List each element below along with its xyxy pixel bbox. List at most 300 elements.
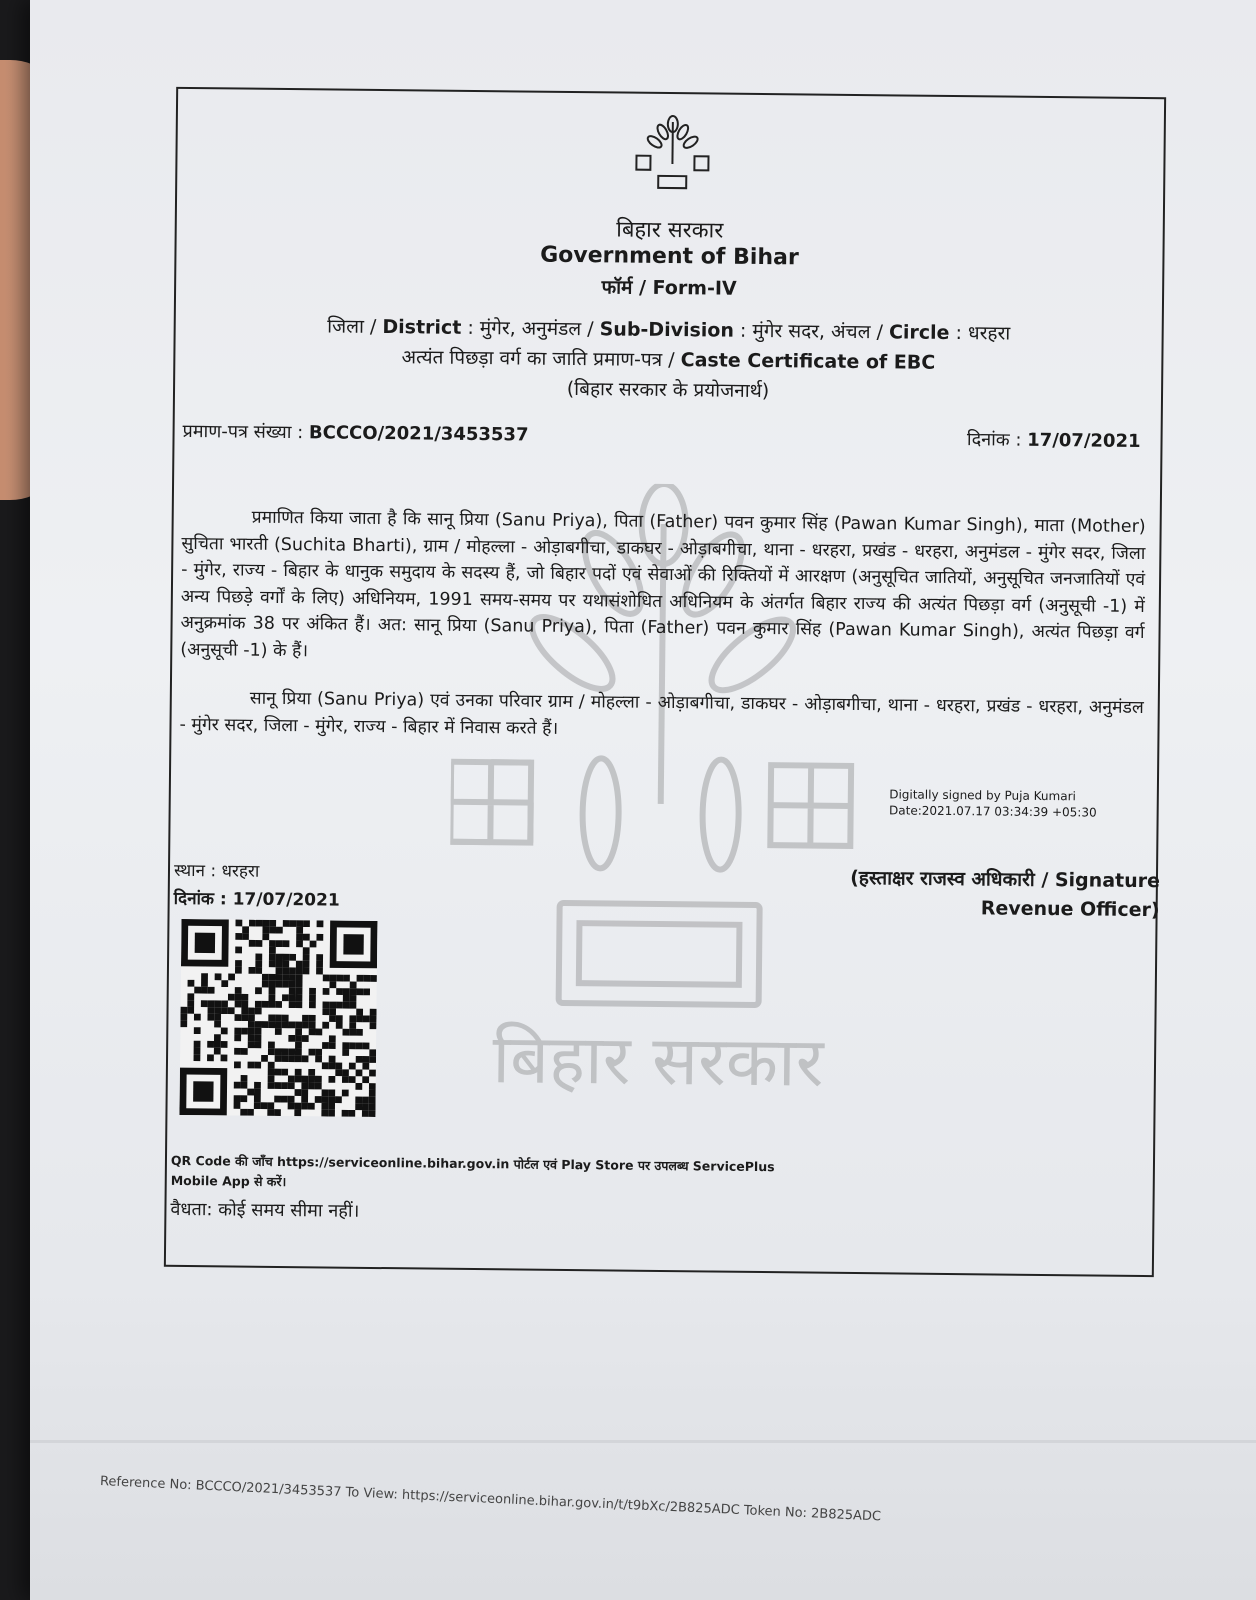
qr-module	[255, 1008, 262, 1015]
qr-module	[255, 1035, 262, 1042]
qr-module	[328, 1096, 335, 1103]
qr-module	[255, 954, 262, 961]
qr-module	[329, 981, 336, 988]
qr-module	[249, 967, 256, 974]
qr-module	[214, 1014, 221, 1021]
qr-module	[322, 1096, 329, 1103]
qr-module	[234, 1061, 241, 1068]
qr-module	[302, 1015, 309, 1022]
qr-module	[302, 1035, 309, 1042]
qr-module	[235, 920, 242, 927]
qr-module	[221, 1055, 228, 1062]
qr-module	[221, 1041, 228, 1048]
qr-module	[308, 1069, 315, 1076]
qr-module	[296, 988, 303, 995]
qr-module	[350, 988, 357, 995]
qr-module	[288, 1055, 295, 1062]
qr-module	[303, 934, 310, 941]
qr-module	[228, 974, 235, 981]
qr-module	[301, 1076, 308, 1083]
qr-module	[268, 1042, 275, 1049]
qr-module	[342, 1029, 349, 1036]
qr-module	[369, 1056, 376, 1063]
govt-title-english: Government of Bihar	[540, 242, 799, 271]
qr-module	[214, 1048, 221, 1055]
qr-module	[342, 1090, 349, 1097]
qr-module	[342, 1042, 349, 1049]
qr-module	[309, 1022, 316, 1029]
qr-module	[315, 1049, 322, 1056]
qr-module	[247, 1109, 254, 1116]
qr-module	[234, 1102, 241, 1109]
qr-module	[274, 1082, 281, 1089]
qr-module	[201, 987, 208, 994]
qr-module	[235, 960, 242, 967]
qr-module	[295, 1069, 302, 1076]
qr-module	[336, 1015, 343, 1022]
qr-module	[235, 933, 242, 940]
qr-module	[283, 940, 290, 947]
validity-note: वैधता: कोई समय सीमा नहीं।	[170, 1198, 360, 1222]
qr-module	[295, 1001, 302, 1008]
qr-module	[295, 1089, 302, 1096]
qr-module	[255, 960, 262, 967]
qr-module	[322, 1002, 329, 1009]
qr-module	[214, 1007, 221, 1014]
qr-module	[295, 1022, 302, 1029]
qr-module	[342, 1069, 349, 1076]
qr-module	[248, 1021, 255, 1028]
certificate-number: प्रमाण-पत्र संख्या : BCCCO/2021/3453537	[182, 420, 529, 446]
qr-module	[207, 1041, 214, 1048]
district-line: जिला / District : मुंगेर, अनुमंडल / Sub-Division : मुंगेर सदर, अंचल / Circle : धरहरा	[327, 315, 1011, 345]
qr-module	[241, 1075, 248, 1082]
qr-module	[342, 1110, 349, 1117]
qr-module	[363, 1043, 370, 1050]
qr-module	[228, 994, 235, 1001]
qr-module	[221, 980, 228, 987]
qr-module	[268, 1062, 275, 1069]
qr-module	[269, 940, 276, 947]
qr-module	[322, 1008, 329, 1015]
qr-module	[274, 1069, 281, 1076]
qr-module	[316, 961, 323, 968]
qr-module	[268, 1075, 275, 1082]
qr-module	[282, 954, 289, 961]
qr-module	[336, 975, 343, 982]
qr-module	[194, 1014, 201, 1021]
qr-module	[335, 1096, 342, 1103]
qr-module	[343, 995, 350, 1002]
qr-module	[329, 1002, 336, 1009]
qr-module	[315, 1056, 322, 1063]
qr-module	[288, 1035, 295, 1042]
qr-module	[363, 1015, 370, 1022]
qr-module	[281, 1082, 288, 1089]
qr-module	[254, 1082, 261, 1089]
qr-module	[235, 947, 242, 954]
qr-module	[369, 1097, 376, 1104]
qr-module	[362, 1110, 369, 1117]
qr-module	[369, 1070, 376, 1077]
qr-module	[308, 1082, 315, 1089]
qr-module	[356, 1069, 363, 1076]
qr-module	[282, 981, 289, 988]
qr-module	[282, 1015, 289, 1022]
qr-module	[249, 940, 256, 947]
qr-module	[343, 1002, 350, 1009]
qr-module	[362, 1097, 369, 1104]
qr-module	[240, 1095, 247, 1102]
qr-module	[350, 995, 357, 1002]
qr-module	[342, 1076, 349, 1083]
qr-module	[316, 968, 323, 975]
qr-module	[180, 1020, 187, 1027]
qr-module	[369, 1083, 376, 1090]
qr-module	[262, 927, 269, 934]
qr-module	[241, 1048, 248, 1055]
qr-module	[234, 1095, 241, 1102]
qr-module	[329, 1056, 336, 1063]
qr-module	[295, 1035, 302, 1042]
qr-module	[269, 927, 276, 934]
qr-module	[349, 1076, 356, 1083]
qr-module	[248, 1014, 255, 1021]
qr-module	[363, 975, 370, 982]
qr-module	[328, 1076, 335, 1083]
qr-module	[248, 1008, 255, 1015]
qr-module	[290, 920, 297, 927]
qr-module	[315, 1076, 322, 1083]
qr-module	[308, 1049, 315, 1056]
qr-module	[348, 1110, 355, 1117]
qr-module	[315, 1096, 322, 1103]
qr-module	[323, 988, 330, 995]
qr-module	[249, 920, 256, 927]
qr-module	[295, 1055, 302, 1062]
qr-module	[194, 1027, 201, 1034]
qr-module	[369, 1049, 376, 1056]
qr-module	[296, 940, 303, 947]
qr-module	[362, 1076, 369, 1083]
qr-module	[208, 1007, 215, 1014]
residence-paragraph: सानू प्रिया (Sanu Priya) एवं उनका परिवार ग्राम / मोहल्ला - ओड़ाबगीचा, डाकघर - ओड़ाबगीचा, थाना - धरहरा, प्रखंड - धरहरा, अनुमंडल - मुंगेर सदर, जिला - मुंगेर, राज्य - बिहार में निवास करते हैं।	[179, 688, 1144, 739]
qr-module	[269, 987, 276, 994]
qr-module	[234, 1028, 241, 1035]
qr-module	[362, 1063, 369, 1070]
qr-module	[269, 947, 276, 954]
qr-module	[335, 1063, 342, 1070]
qr-module	[315, 1083, 322, 1090]
qr-module	[201, 1000, 208, 1007]
qr-module	[342, 1049, 349, 1056]
qr-module	[254, 1102, 261, 1109]
qr-module	[275, 1001, 282, 1008]
qr-module	[343, 988, 350, 995]
qr-module	[267, 1109, 274, 1116]
qr-module	[288, 1076, 295, 1083]
qr-module	[301, 1089, 308, 1096]
qr-module	[355, 1103, 362, 1110]
qr-module	[234, 1048, 241, 1055]
qr-module	[356, 1056, 363, 1063]
qr-module	[296, 961, 303, 968]
qr-module	[296, 920, 303, 927]
qr-module	[350, 982, 357, 989]
qr-module	[328, 1110, 335, 1117]
qr-module	[322, 1062, 329, 1069]
qr-module	[268, 1048, 275, 1055]
qr-module	[188, 980, 195, 987]
qr-module	[322, 1042, 329, 1049]
qr-module	[288, 1103, 295, 1110]
qr-module	[248, 1041, 255, 1048]
qr-module	[335, 1069, 342, 1076]
qr-module	[289, 967, 296, 974]
qr-module	[234, 1034, 241, 1041]
qr-module	[317, 920, 324, 927]
qr-module	[294, 1109, 301, 1116]
qr-module	[269, 981, 276, 988]
qr-module	[268, 1014, 275, 1021]
qr-module	[255, 1028, 262, 1035]
qr-module	[310, 941, 317, 948]
qr-module	[296, 994, 303, 1001]
qr-module	[288, 1096, 295, 1103]
qr-module	[322, 1022, 329, 1029]
qr-module	[215, 973, 222, 980]
qr-module	[207, 1014, 214, 1021]
qr-module	[315, 1028, 322, 1035]
qr-module	[262, 981, 269, 988]
paper-sheet	[30, 0, 1256, 1600]
qr-module	[275, 1048, 282, 1055]
qr-module	[254, 1089, 261, 1096]
qr-module	[214, 1034, 221, 1041]
qr-code-icon[interactable]	[179, 919, 377, 1117]
qr-module	[240, 1109, 247, 1116]
qr-module	[289, 981, 296, 988]
qr-module	[275, 1015, 282, 1022]
qr-module	[282, 961, 289, 968]
qr-module	[303, 947, 310, 954]
qr-module	[281, 1048, 288, 1055]
qr-module	[363, 988, 370, 995]
certificate-purpose: (बिहार सरकार के प्रयोजनार्थ)	[566, 377, 770, 403]
qr-module	[309, 1028, 316, 1035]
qr-module	[362, 1056, 369, 1063]
qr-module	[181, 1007, 188, 1014]
qr-module	[308, 1103, 315, 1110]
qr-module	[187, 1000, 194, 1007]
qr-module	[269, 920, 276, 927]
qr-module	[201, 973, 208, 980]
qr-module	[296, 981, 303, 988]
qr-module	[255, 1021, 262, 1028]
qr-module	[255, 987, 262, 994]
qr-module	[241, 1082, 248, 1089]
reference-footer: Reference No: BCCCO/2021/3453537 To View: https://serviceonline.bihar.gov.in/t/t9bXc/2B825ADC Token No: 2B825ADC	[99, 1474, 882, 1525]
qr-module	[214, 1041, 221, 1048]
qr-module	[289, 954, 296, 961]
qr-module	[303, 920, 310, 927]
qr-module	[194, 1041, 201, 1048]
qr-module	[295, 1042, 302, 1049]
certificate-frame	[164, 87, 1166, 1277]
qr-module	[329, 1008, 336, 1015]
qr-module	[180, 1014, 187, 1021]
qr-module	[370, 1022, 377, 1029]
place-date-block	[174, 857, 341, 915]
qr-module	[301, 1082, 308, 1089]
qr-module	[330, 975, 337, 982]
qr-module	[263, 920, 270, 927]
qr-module	[309, 988, 316, 995]
qr-module	[254, 1095, 261, 1102]
qr-module	[241, 1028, 248, 1035]
qr-module	[187, 993, 194, 1000]
qr-module	[276, 927, 283, 934]
qr-module	[269, 974, 276, 981]
digital-signature-info: Digitally signed by Puja Kumari Date:2021.07.17 03:34:39 +05:30	[889, 787, 1097, 820]
qr-module	[282, 1021, 289, 1028]
qr-module	[349, 1063, 356, 1070]
qr-module	[276, 960, 283, 967]
qr-module	[322, 1089, 329, 1096]
qr-module	[328, 1103, 335, 1110]
qr-module	[221, 1028, 228, 1035]
qr-module	[288, 1021, 295, 1028]
qr-module	[262, 933, 269, 940]
qr-module	[228, 1007, 235, 1014]
qr-module	[355, 1083, 362, 1090]
qr-module	[201, 980, 208, 987]
qr-module	[221, 1000, 228, 1007]
qr-module	[275, 1028, 282, 1035]
qr-module	[248, 1062, 255, 1069]
place: स्थान : धरहरा	[173, 860, 260, 882]
qr-module	[241, 1001, 248, 1008]
qr-module	[235, 994, 242, 1001]
qr-module	[296, 974, 303, 981]
qr-module	[289, 994, 296, 1001]
qr-module	[329, 1042, 336, 1049]
qr-module	[269, 994, 276, 1001]
qr-module	[295, 1028, 302, 1035]
qr-module	[336, 988, 343, 995]
qr-module	[242, 933, 249, 940]
qr-module	[309, 995, 316, 1002]
qr-module	[254, 1041, 261, 1048]
qr-module	[309, 1015, 316, 1022]
qr-module	[329, 1062, 336, 1069]
qr-module	[276, 967, 283, 974]
qr-module	[274, 1109, 281, 1116]
qr-module	[234, 1082, 241, 1089]
qr-module	[261, 1021, 268, 1028]
govt-title-hindi: बिहार सरकार	[616, 217, 724, 244]
qr-module	[336, 1002, 343, 1009]
qr-module	[208, 987, 215, 994]
qr-module	[329, 1035, 336, 1042]
qr-module	[214, 1000, 221, 1007]
qr-module	[349, 1022, 356, 1029]
qr-module	[248, 1028, 255, 1035]
qr-module	[316, 934, 323, 941]
qr-module	[281, 1069, 288, 1076]
qr-module	[282, 994, 289, 1001]
qr-module	[248, 1035, 255, 1042]
qr-module	[268, 1069, 275, 1076]
certificate-title: अत्यंत पिछड़ा वर्ग का जाति प्रमाण-पत्र / Caste Certificate of EBC	[401, 346, 936, 374]
qr-module	[349, 1029, 356, 1036]
qr-module	[194, 987, 201, 994]
qr-module	[267, 1102, 274, 1109]
qr-module	[289, 974, 296, 981]
qr-module	[281, 1096, 288, 1103]
qr-module	[328, 1089, 335, 1096]
qr-module	[295, 1049, 302, 1056]
form-number: फॉर्म / Form-IV	[601, 276, 737, 300]
qr-module	[194, 1054, 201, 1061]
qr-module	[242, 926, 249, 933]
qr-module	[302, 1022, 309, 1029]
qr-module	[370, 975, 377, 982]
qr-module	[316, 954, 323, 961]
qr-module	[256, 940, 263, 947]
qr-module	[283, 920, 290, 927]
qr-module	[309, 1001, 316, 1008]
qr-module	[295, 1076, 302, 1083]
qr-module	[275, 974, 282, 981]
qr-module	[281, 1055, 288, 1062]
qr-module	[268, 1001, 275, 1008]
qr-module	[187, 1007, 194, 1014]
qr-module	[282, 967, 289, 974]
qr-module	[255, 967, 262, 974]
qr-module	[208, 1000, 215, 1007]
qr-module	[276, 954, 283, 961]
qr-module	[221, 1007, 228, 1014]
qr-module	[369, 1090, 376, 1097]
qr-module	[261, 1102, 268, 1109]
qr-module	[355, 1097, 362, 1104]
qr-module	[282, 974, 289, 981]
qr-module	[356, 1029, 363, 1036]
qr-module	[294, 1103, 301, 1110]
qr-module	[241, 994, 248, 1001]
qr-module	[261, 1055, 268, 1062]
watermark-text: बिहार सरकार	[492, 1020, 824, 1103]
qr-module	[268, 1082, 275, 1089]
signing-date: दिनांक : 17/07/2021	[173, 888, 340, 911]
qr-module	[256, 920, 263, 927]
qr-module	[269, 960, 276, 967]
qr-module	[350, 1002, 357, 1009]
qr-module	[349, 1015, 356, 1022]
qr-module	[262, 1001, 269, 1008]
qr-module	[356, 1009, 363, 1016]
qr-module	[262, 974, 269, 981]
reference-row	[182, 419, 1140, 453]
qr-module	[303, 954, 310, 961]
qr-module	[241, 1007, 248, 1014]
qr-module	[276, 940, 283, 947]
qr-module	[356, 988, 363, 995]
qr-module	[302, 1055, 309, 1062]
qr-module	[296, 967, 303, 974]
bihar-emblem-icon	[632, 114, 713, 195]
